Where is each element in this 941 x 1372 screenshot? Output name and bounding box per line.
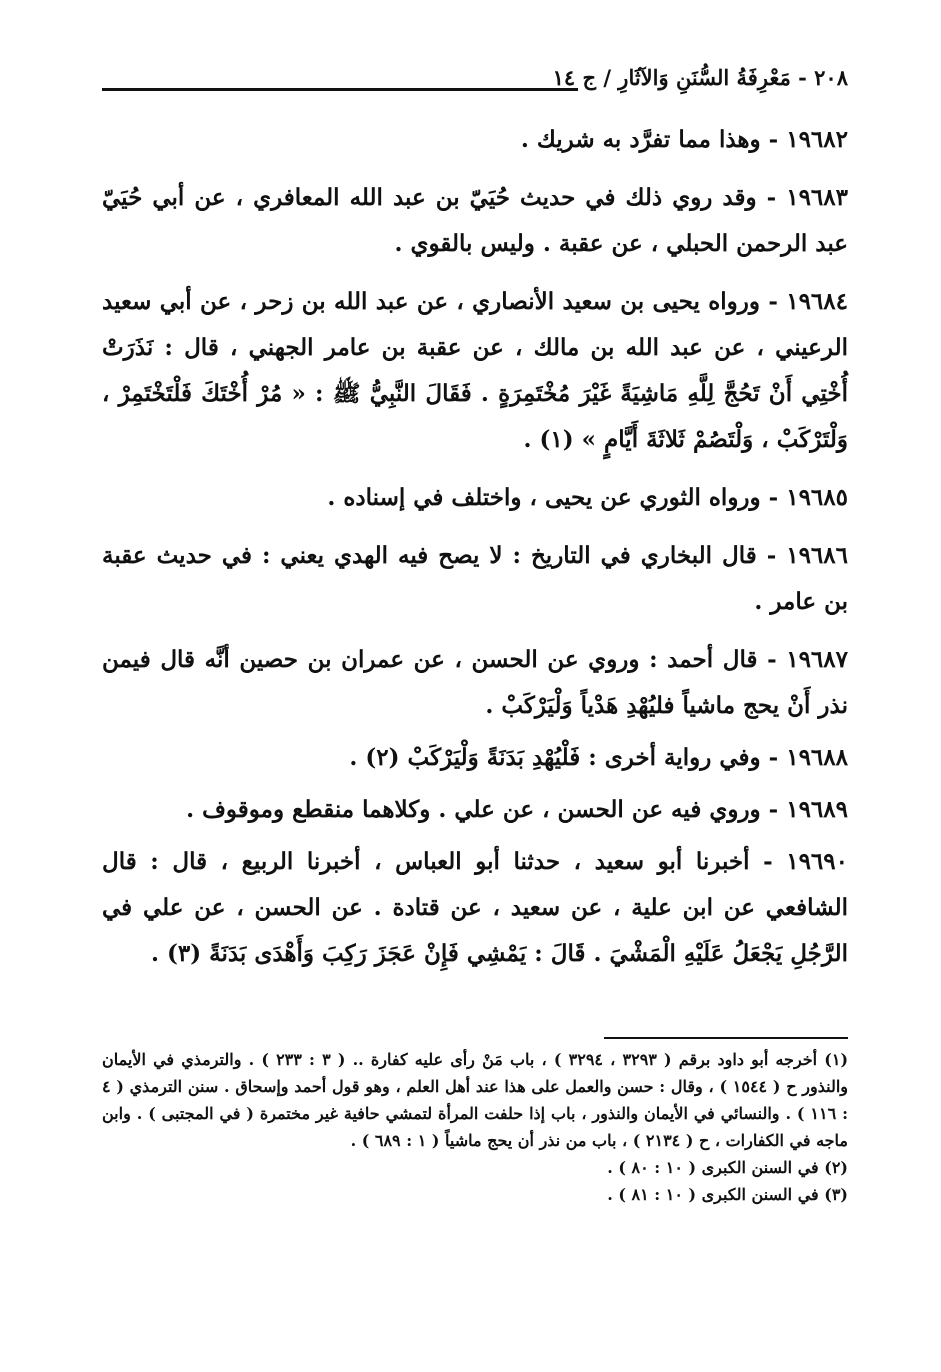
paragraph-number: ١٩٦٨٦	[786, 542, 848, 569]
paragraph-19684	[102, 279, 848, 463]
paragraph-text: - أخبرنا أبو سعيد ، حدثنا أبو العباس ، أخبرنا الربيع ، قال : قال الشافعي عن ابن علية ، عن سعيد ، عن قتادة . عن الحسن ، عن علي في الرَّجُلِ يَجْعَلُ عَلَيْهِ الْمَشْيَ . قَالَ : يَمْشِي فَإِنْ عَجَزَ رَكِبَ وَأَهْدَى بَدَنَةً (٣) .	[102, 848, 848, 967]
footnote-separator	[604, 1037, 848, 1039]
paragraph-text: - وهذا مما تفرَّد به شريك .	[520, 126, 787, 153]
paragraph-19688	[102, 735, 848, 781]
paragraph-number: ١٩٦٨٧	[786, 646, 848, 673]
paragraph-number: ١٩٦٨٢	[786, 126, 848, 153]
paragraph-number: ١٩٦٨٥	[786, 484, 848, 511]
header-rule	[102, 88, 578, 91]
paragraph-text: - قال أحمد : وروي عن الحسن ، عن عمران بن حصين أنَّه قال فيمن نذر أَنْ يحج ماشياً فليُهْدِ هَدْياً وَلْيَرْكَبْ .	[102, 646, 848, 719]
page-header	[102, 64, 848, 96]
running-title: ٢٠٨ - مَعْرِفَةُ السُّنَنِ وَالآثَارِ / ج ١٤	[552, 65, 848, 90]
footnote-1: (١) أخرجه أبو داود برقم ( ٣٢٩٣ ، ٣٢٩٤ ) ، باب مَنْ رأى عليه كفارة .. ( ٣ : ٢٣٣ ) . والترمذي في الأيمان والنذور ح ( ١٥٤٤ ) ، وقال : حسن والعمل على هذا عند أهل العلم ، وهو قول أحمد وإسحاق . سنن الترمذي ( ٤ : ١١٦ ) . والنسائي في الأيمان والنذور ، باب إذا حلفت المرأة لتمشي حافية غير مختمرة ( في المجتبى ) . وابن ماجه في الكفارات ، ح ( ٢١٣٤ ) ، باب من نذر أن يحج ماشياً ( ١ : ٦٨٩ ) .	[102, 1050, 849, 1150]
paragraph-text: - وروي فيه عن الحسن ، عن علي . وكلاهما منقطع وموقوف .	[186, 796, 787, 823]
paragraph-number: ١٩٦٨٩	[786, 796, 848, 823]
paragraph-text: - ورواه الثوري عن يحيى ، واختلف في إسناده .	[327, 484, 787, 511]
paragraph-19689	[102, 787, 848, 833]
paragraph-text: - وفي رواية أخرى : فَلْيُهْدِ بَدَنَةً وَلْيَرْكَبْ (٢) .	[349, 744, 787, 771]
footnotes	[102, 1046, 848, 1208]
footnote-2: (٢) في السنن الكبرى ( ١٠ : ٨٠ ) .	[607, 1158, 848, 1177]
paragraph-19683	[102, 175, 848, 267]
main-text	[102, 117, 848, 989]
paragraph-19685	[102, 475, 848, 521]
paragraph-text: - قال البخاري في التاريخ : لا يصح فيه الهدي يعني : في حديث عقبة بن عامر .	[102, 542, 848, 615]
paragraph-text: - ورواه يحيى بن سعيد الأنصاري ، عن عبد الله بن زحر ، عن أبي سعيد الرعيني ، عن عبد الله بن مالك ، عن عقبة بن عامر الجهني ، قال : نَذَرَتْ أُخْتِي أَنْ تَحُجَّ لِلَّهِ مَاشِيَةً غَيْرَ مُخْتَمِرَةٍ . فَقَالَ النَّبِيُّ ﷺ : « مُرْ أُخْتَكَ فَلْتَخْتَمِرْ ، وَلْتَرْكَبْ ، وَلْتَصُمْ ثَلاثَةَ أَيَّامٍ » (١) .	[102, 288, 848, 453]
footnote-3: (٣) في السنن الكبرى ( ١٠ : ٨١ ) .	[607, 1185, 848, 1204]
paragraph-text: - وقد روي ذلك في حديث حُيَيّ بن عبد الله المعافري ، عن أبي حُيَيّ عبد الرحمن الحبلي ، عن عقبة . وليس بالقوي .	[102, 184, 848, 257]
paragraph-19686	[102, 533, 848, 625]
paragraph-19687	[102, 637, 848, 729]
paragraph-number: ١٩٦٨٨	[786, 744, 848, 771]
paragraph-19690	[102, 839, 848, 977]
paragraph-19682	[102, 117, 848, 163]
paragraph-number: ١٩٦٨٤	[786, 288, 848, 315]
paragraph-number: ١٩٦٨٣	[786, 184, 848, 211]
paragraph-number: ١٩٦٩٠	[786, 848, 848, 875]
